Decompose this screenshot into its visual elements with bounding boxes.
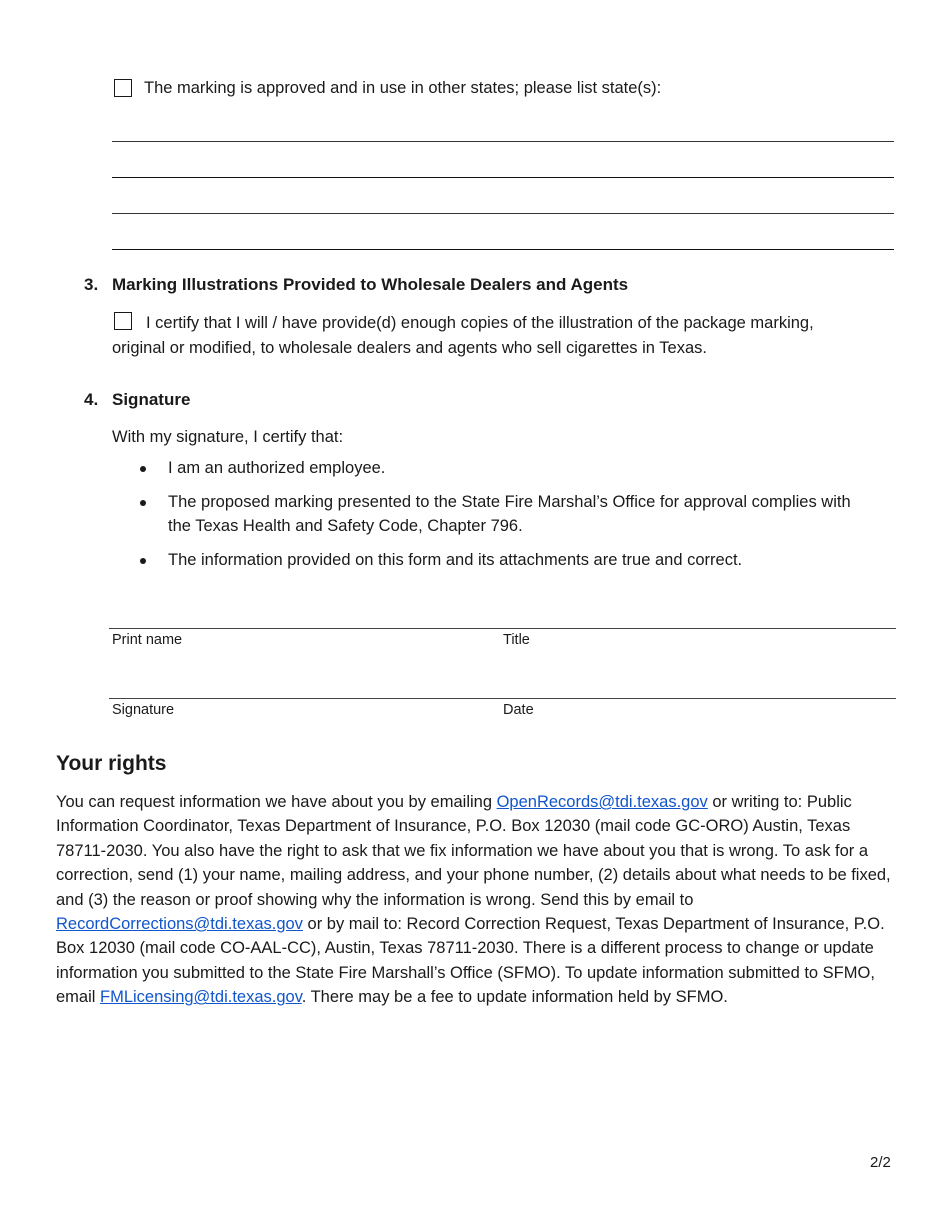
bullet-marking-complies-line-2: the Texas Health and Safety Code, Chapter 796. (168, 517, 523, 535)
section-3-number: 3. (84, 275, 99, 294)
rights-text-3: or by mail to: Record Correction Request, Texas Department of Insurance, P.O. Box 12030 (mail code CO-AAL-CC), Austin, Texas 78711-2030. There is a different process to change or update information you submitted to the State Fire Marshall’s Office (SFMO). To update information submitted to SFMO, email (56, 915, 885, 1007)
states-line-3[interactable] (112, 213, 894, 214)
rights-text-4: . There may be a fee to update information held by SFMO. (301, 988, 728, 1007)
other-states-label: The marking is approved and in use in other states; please list state(s): (144, 79, 662, 97)
page-number: 2/2 (870, 1154, 891, 1171)
open-records-email-link[interactable]: OpenRecords@tdi.texas.gov (496, 793, 708, 811)
certify-copies-text-line-1: I certify that I will / have provide(d) enough copies of the illustration of the package marking, (146, 314, 814, 332)
rights-text-1: You can request information we have about you by emailing (56, 793, 497, 811)
signature-intro: With my signature, I certify that: (112, 428, 344, 446)
section-4-title: Signature (112, 390, 191, 409)
signature-date-line[interactable] (109, 698, 896, 699)
fm-licensing-email-link[interactable]: FMLicensing@tdi.texas.gov (100, 988, 302, 1007)
bullet-dot (140, 500, 146, 506)
certify-copies-checkbox[interactable] (114, 312, 132, 330)
bullet-info-true: The information provided on this form and its attachments are true and correct. (168, 551, 743, 569)
section-3-title: Marking Illustrations Provided to Wholesale Dealers and Agents (112, 275, 629, 294)
date-label: Date (503, 702, 534, 718)
rights-text-2: or writing to: Public Information Coordinator, Texas Department of Insurance, P.O. Box 12030 (mail code GC-ORO) Austin, Texas 78711-2030. You also have the right to ask that we fix information we have about you that is wrong. To ask for a correction, send (1) your name, mailing address, and your phone number, (2) details about what needs to be fixed, and (3) the reason or proof showing why the information is wrong. Send this by email to (56, 793, 891, 909)
rights-paragraph (56, 790, 896, 1010)
bullet-dot (140, 466, 146, 472)
rights-heading: Your rights (56, 752, 167, 775)
bullet-authorized-employee: I am an authorized employee. (168, 459, 386, 477)
certify-copies-text-line-2: original or modified, to wholesale dealers and agents who sell cigarettes in Texas. (112, 339, 707, 357)
states-line-1[interactable] (112, 141, 894, 142)
states-line-2[interactable] (112, 177, 894, 178)
title-label: Title (503, 632, 530, 648)
states-line-4[interactable] (112, 249, 894, 250)
other-states-checkbox[interactable] (114, 79, 132, 97)
print-name-label: Print name (112, 632, 183, 648)
bullet-marking-complies-line-1: The proposed marking presented to the State Fire Marshal’s Office for approval complies with (168, 493, 851, 511)
record-corrections-email-link[interactable]: RecordCorrections@tdi.texas.gov (56, 915, 303, 934)
bullet-dot (140, 558, 146, 564)
signature-label: Signature (112, 702, 175, 718)
print-name-title-line[interactable] (109, 628, 896, 629)
section-4-number: 4. (84, 390, 99, 409)
